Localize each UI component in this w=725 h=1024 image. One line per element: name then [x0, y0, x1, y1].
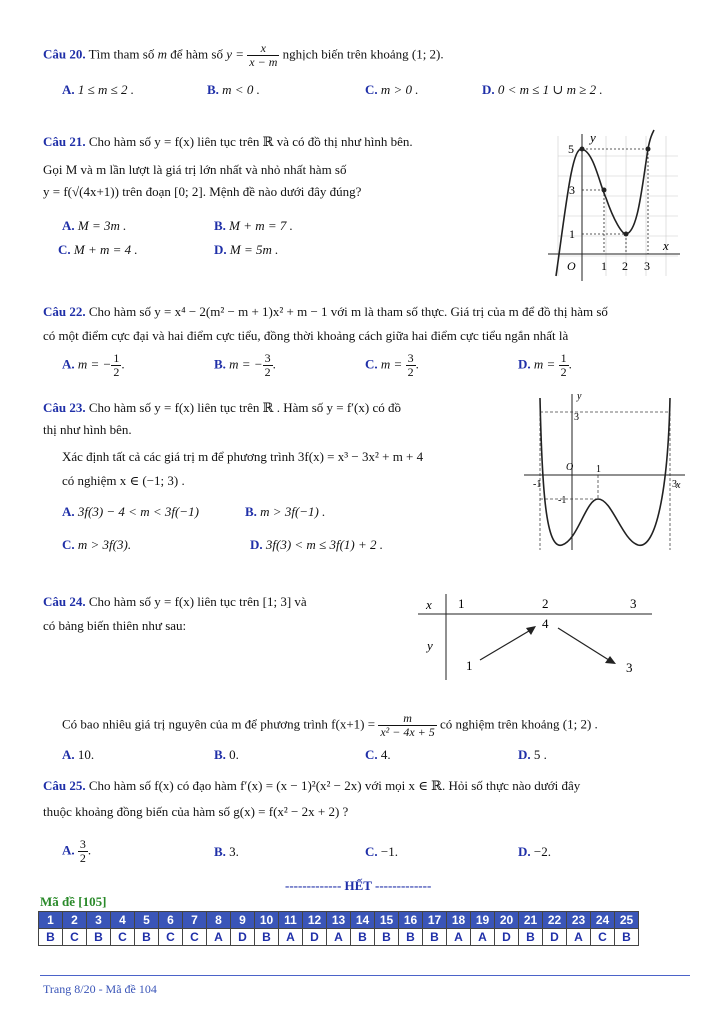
q23-tick-3: 3 [574, 412, 579, 423]
answer-key-answer: B [87, 929, 111, 946]
q20-interval: (1; 2). [411, 46, 444, 62]
q20-stem [43, 42, 444, 69]
q25-option-d[interactable]: D. −2. [518, 844, 551, 859]
answer-key-number: 24 [591, 912, 615, 929]
q24-x-3: 3 [630, 596, 637, 611]
answer-key-number: 8 [207, 912, 231, 929]
q22-line2: có một điểm cực đại và hai điểm cực tiểu, đồng thời khoảng cách giữa hai điểm cực tiểu ngắn nhất là [43, 328, 569, 343]
q24-x-1: 1 [458, 596, 465, 611]
q25-line1: Câu 25. Cho hàm số f(x) có đạo hàm f′(x) = (x − 1)²(x² − 2x) với mọi x ∈ ℝ. Hỏi số thực nào dưới đây [43, 778, 581, 793]
q20-func: y = [226, 46, 245, 62]
q21-x-label: x [663, 238, 669, 253]
q20-var: m [157, 46, 167, 62]
q21-tick-3: 3 [569, 183, 575, 197]
q21-tick-1: 1 [569, 227, 575, 241]
q20-text-c: nghịch biến trên khoảng [282, 46, 409, 62]
q24-y-4: 4 [542, 616, 549, 631]
q22-line1: Câu 22. Cho hàm số y = x⁴ − 2(m² − m + 1)x² + m − 1 với m là tham số thực. Giá trị của m để đồ thị hàm số [43, 304, 608, 319]
q23-option-a[interactable]: A. 3f(3) − 4 < m < 3f(−1) [62, 504, 199, 519]
q20-label: Câu 20. [43, 46, 86, 62]
footer-divider [40, 975, 690, 976]
q23-option-c[interactable]: C. m > 3f(3). [62, 537, 132, 552]
answer-key-number: 21 [519, 912, 543, 929]
q23-tick-neg1: -1 [558, 495, 567, 506]
answer-key-answer: B [375, 929, 399, 946]
q21-option-d[interactable]: D. M = 5m . [214, 242, 279, 257]
answer-key-answer: D [231, 929, 255, 946]
q24-option-b[interactable]: B. 0. [214, 747, 239, 762]
q21-option-b[interactable]: B. M + m = 7 . [214, 218, 293, 233]
q22-option-a[interactable]: A. m = − $\frac{1}{2}$ . [62, 351, 125, 379]
answer-key-number: 18 [447, 912, 471, 929]
q25-option-c[interactable]: C. −1. [365, 844, 398, 859]
q21-option-c[interactable]: C. M + m = 4 . [58, 242, 138, 257]
answer-key-number: 11 [279, 912, 303, 929]
answer-key-number: 23 [567, 912, 591, 929]
answer-key-answer: A [327, 929, 351, 946]
q21-graph [538, 126, 688, 286]
q24-option-d[interactable]: D. 5 . [518, 747, 547, 762]
q23-line2: thị như hình bên. [43, 422, 132, 437]
answer-key-number: 2 [63, 912, 87, 929]
page-footer: Trang 8/20 - Mã đề 104 [43, 982, 157, 996]
answer-key-answer: A [207, 929, 231, 946]
q21-xtick-2: 2 [622, 259, 628, 273]
q23-x-label: x [676, 480, 681, 491]
answer-key-number: 19 [471, 912, 495, 929]
answer-key-answer: B [39, 929, 63, 946]
q20-option-a[interactable]: A. 1 ≤ m ≤ 2 . [62, 82, 135, 97]
q21-line3: y = f(√(4x+1)) trên đoạn [0; 2]. Mệnh đề nào dưới đây đúng? [43, 184, 362, 199]
q21-tick-5: 5 [568, 142, 574, 156]
q21-line1: Câu 21. Cho hàm số y = f(x) liên tục trên ℝ và có đồ thị như hình bên. [43, 134, 413, 149]
q23-option-b[interactable]: B. m > 3f(−1) . [245, 504, 326, 519]
q21-y-label: y [590, 130, 596, 145]
answer-key-answer: C [63, 929, 87, 946]
q25-line2: thuộc khoảng đồng biến của hàm số g(x) = f(x² − 2x + 2) ? [43, 804, 349, 819]
answer-key-answer: C [591, 929, 615, 946]
answer-key-number: 25 [615, 912, 639, 929]
q24-x-head: x [426, 597, 432, 612]
q23-origin: O [566, 462, 574, 473]
answer-key-number: 3 [87, 912, 111, 929]
q22-option-c[interactable]: C. m = $\frac{3}{2}$ . [365, 351, 419, 379]
q24-line1: Câu 24. Cho hàm số y = f(x) liên tục trên [1; 3] và [43, 594, 307, 609]
answer-key-number: 6 [159, 912, 183, 929]
q24-line2: có bảng biến thiên như sau: [43, 618, 187, 633]
answer-key-answer: D [303, 929, 327, 946]
answer-key-answer: B [519, 929, 543, 946]
end-marker: ------------- HẾT ------------- [285, 878, 432, 893]
q23-xtick-neg1: -1 [533, 479, 542, 490]
answer-key-table [38, 911, 639, 946]
answer-key-answer: B [135, 929, 159, 946]
answer-key-number: 5 [135, 912, 159, 929]
answer-key-answer: C [159, 929, 183, 946]
q23-line1: Câu 23. Cho hàm số y = f(x) liên tục trên ℝ . Hàm số y = f′(x) có đồ [43, 400, 401, 415]
answer-key-answer: B [615, 929, 639, 946]
answer-key-number: 12 [303, 912, 327, 929]
q21-dashes [582, 149, 648, 254]
answer-key-number: 22 [543, 912, 567, 929]
q23-line3: Xác định tất cả các giá trị m để phương trình 3f(x) = x³ − 3x² + m + 4 [62, 449, 424, 464]
answer-key-number: 15 [375, 912, 399, 929]
q20-option-b[interactable]: B. m < 0 . [207, 82, 260, 97]
answer-key-answer: A [567, 929, 591, 946]
q21-xtick-1: 1 [601, 259, 607, 273]
answer-key-answer: B [423, 929, 447, 946]
answer-key-number: 17 [423, 912, 447, 929]
answer-key-answer: A [471, 929, 495, 946]
q24-y-3: 3 [626, 660, 633, 675]
q25-option-b[interactable]: B. 3. [214, 844, 239, 859]
answer-key-answer: B [351, 929, 375, 946]
answer-key-number: 4 [111, 912, 135, 929]
answer-key-answer: A [279, 929, 303, 946]
answer-key-answer: B [399, 929, 423, 946]
q25-option-a[interactable]: A. $\frac{3}{2}$ . [62, 837, 92, 865]
q22-option-b[interactable]: B. m = − $\frac{3}{2}$ . [214, 351, 276, 379]
q24-x-2: 2 [542, 596, 549, 611]
answer-key-answer: C [183, 929, 207, 946]
q23-line4: có nghiệm x ∈ (−1; 3) . [62, 473, 185, 488]
q23-xtick-3: 3 [672, 479, 677, 490]
q23-dashes [540, 398, 670, 550]
q23-xtick-1: 1 [596, 464, 601, 475]
answer-key-answer: D [495, 929, 519, 946]
q21-line2: Gọi M và m lần lượt là giá trị lớn nhất và nhỏ nhất hàm số [43, 162, 347, 177]
q22-option-d[interactable]: D. m = $\frac{1}{2}$ . [518, 351, 572, 379]
q21-option-a[interactable]: A. M = 3m . [62, 218, 127, 233]
q23-y-label: y [577, 391, 582, 402]
q20-option-c[interactable]: C. m > 0 . [365, 82, 419, 97]
answer-key-number: 13 [327, 912, 351, 929]
answer-key-answer: B [255, 929, 279, 946]
q24-y-1: 1 [466, 658, 473, 673]
q24-option-c[interactable]: C. 4. [365, 747, 391, 762]
q24-variation-table [412, 592, 658, 682]
q24-y-head: y [427, 638, 433, 653]
q24-option-a[interactable]: A. 10. [62, 747, 95, 762]
q23-graph [520, 390, 688, 555]
answer-key-answer: C [111, 929, 135, 946]
answer-key-number: 14 [351, 912, 375, 929]
q24-line3: Có bao nhiêu giá trị nguyên của m để phương trình f(x+1) = $\frac{m}{\text{x² − 4x + 5}}$ có nghiệm trên khoảng (1; 2) . [62, 711, 598, 739]
answer-key-number: 1 [39, 912, 63, 929]
answer-key-answer: D [543, 929, 567, 946]
answer-key-number: 9 [231, 912, 255, 929]
answer-key-number: 20 [495, 912, 519, 929]
q21-xtick-3: 3 [644, 259, 650, 273]
answer-key-number: 7 [183, 912, 207, 929]
answer-key-number: 10 [255, 912, 279, 929]
q21-origin: O [567, 259, 576, 273]
answer-key-title: Mã đề [105] [40, 894, 107, 909]
q20-text: Tìm tham số [88, 46, 155, 62]
q23-curve [540, 398, 670, 545]
q20-text-b: để hàm số [170, 46, 223, 62]
q20-option-d[interactable]: D. 0 < m ≤ 1 ∪ m ≥ 2 . [482, 82, 603, 97]
q23-option-d[interactable]: D. 3f(3) < m ≤ 3f(1) + 2 . [250, 537, 383, 552]
answer-key-answer: A [447, 929, 471, 946]
q20-fraction: $\frac{x}{x - m}$ [249, 41, 278, 69]
answer-key-number: 16 [399, 912, 423, 929]
